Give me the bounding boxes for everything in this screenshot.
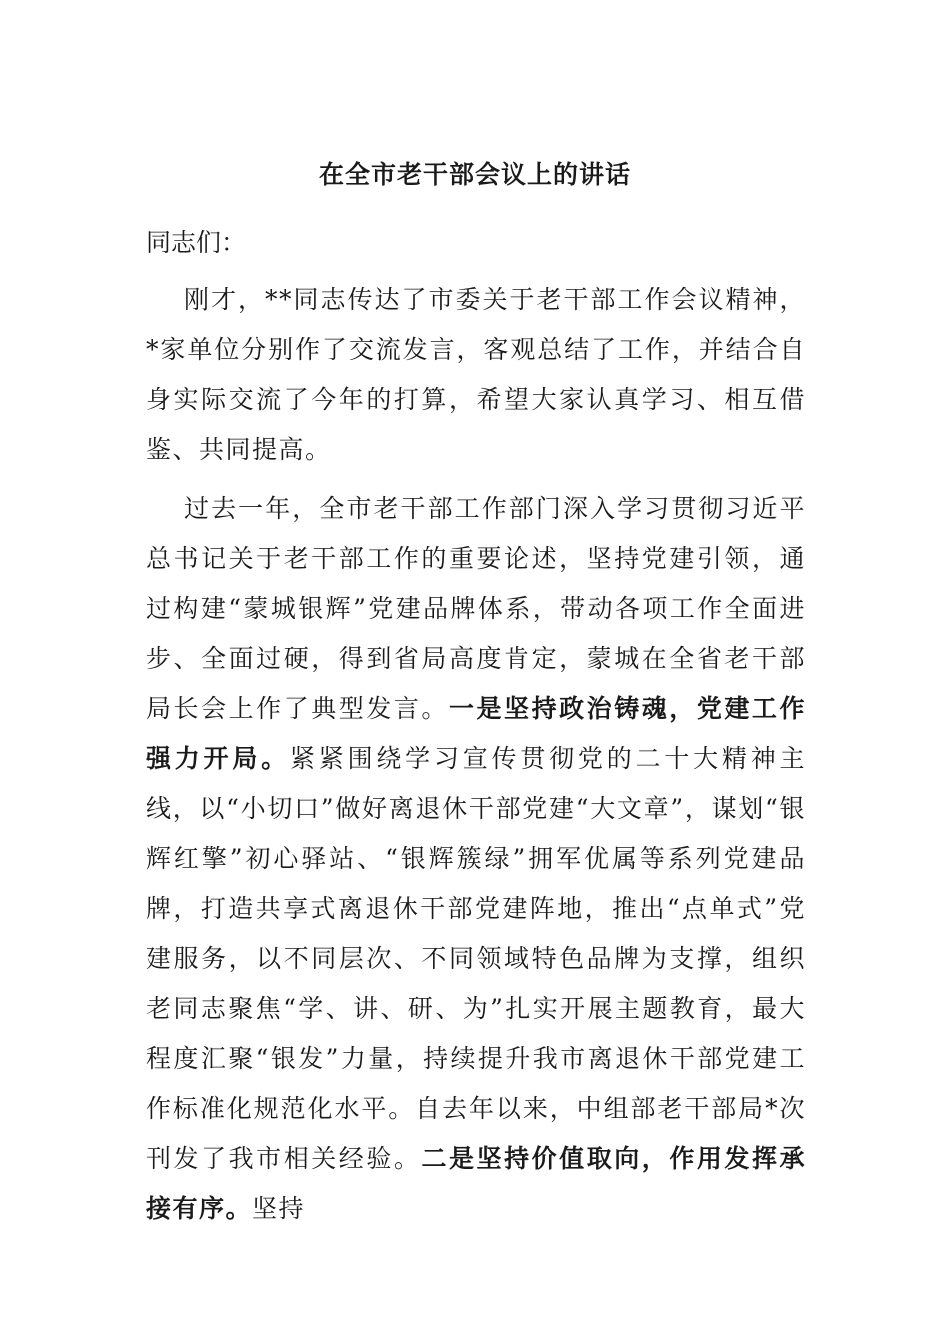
- section-heading-2: 二是坚持价值取向，作用发挥承接有序。: [146, 1144, 806, 1223]
- salutation: 同志们：: [146, 228, 247, 257]
- paragraph-review: [146, 484, 806, 1234]
- paragraph-text: 过去一年，全市老干部工作部门深入学习贯彻习近平总书记关于老干部工作的重要论述，坚持党建引领，通过构建“蒙城银辉”党建品牌体系，带动各项工作全面进步、全面过硬，得到省局高度肯定，蒙城在全省老干部局长会上作了典型发言。: [146, 494, 806, 723]
- section-heading-1: 一是坚持政治铸魂，党建工作强力开局。: [146, 694, 806, 773]
- paragraph-opening: 刚才，**同志传达了市委关于老干部工作会议精神，*家单位分别作了交流发言，客观总结了工作，并结合自身实际交流了今年的打算，希望大家认真学习、相互借鉴、共同提高。: [146, 285, 806, 464]
- paragraph-text: 坚持: [252, 1194, 306, 1223]
- document-title: 在全市老干部会议上的讲话: [318, 160, 631, 189]
- paragraph-text: 紧紧围绕学习宣传贯彻党的二十大精神主线，以“小切口”做好离退休干部党建“大文章”，谋划“银辉红擎”初心驿站、“银辉簇绿”拥军优属等系列党建品牌，打造共享式离退休干部党建阵地，推出“点单式”党建服务，以不同层次、不同领域特色品牌为支撑，组织老同志聚焦“学、讲、研、为”扎实开展主题教育，最大程度汇聚“银发”力量，持续提升我市离退休干部党建工作标准化规范化水平。自去年以来，中组部老干部局*次刊发了我市相关经验。: [146, 744, 806, 1173]
